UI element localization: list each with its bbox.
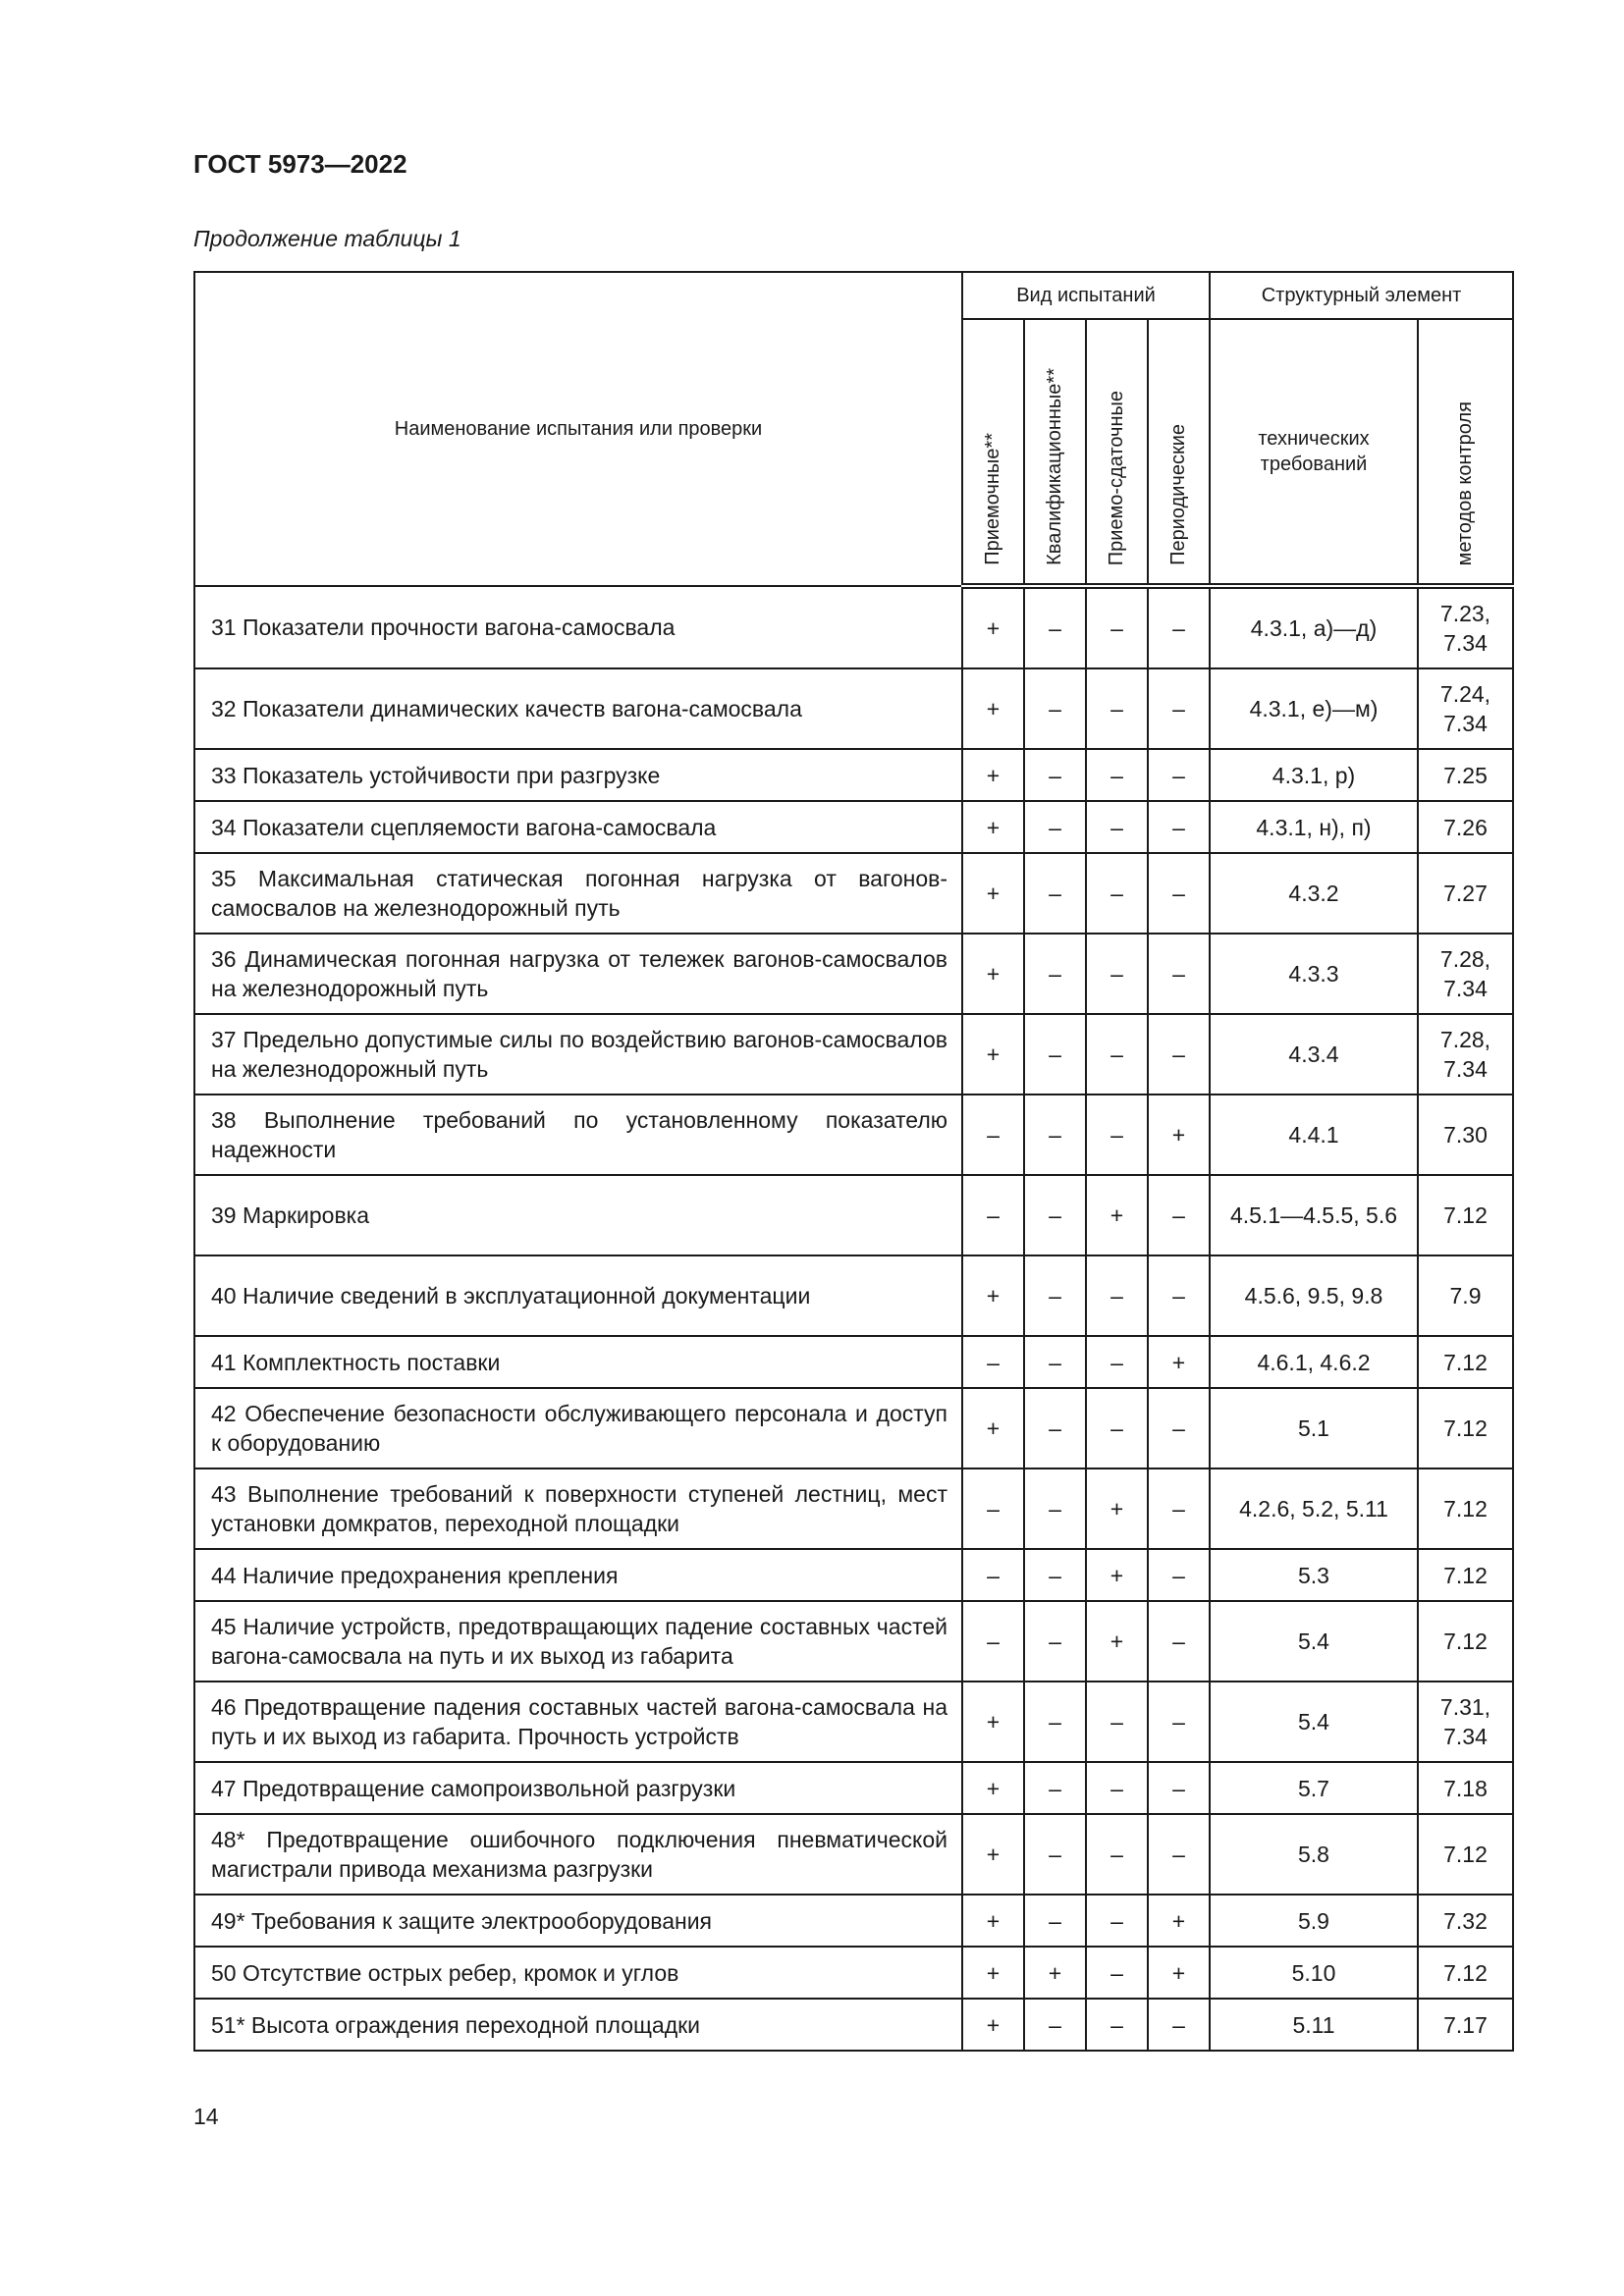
table-row (194, 934, 1513, 1014)
test-name-cell: 39 Маркировка (194, 1175, 962, 1255)
header-periodic-label: Периодические (1167, 424, 1189, 565)
control-methods-cell: 7.28, 7.34 (1418, 1014, 1513, 1095)
table-row (194, 801, 1513, 853)
control-methods-cell: 7.12 (1418, 1549, 1513, 1601)
test-name-cell: 40 Наличие сведений в эксплуатационной документации (194, 1255, 962, 1336)
document-code: ГОСТ 5973—2022 (193, 149, 407, 179)
tech-requirements-cell: 4.5.1—4.5.5, 5.6 (1210, 1175, 1418, 1255)
tech-requirements-cell: 5.10 (1210, 1947, 1418, 1999)
tech-requirements-cell: 4.3.1, а)—д) (1210, 586, 1418, 668)
qualification-mark: – (1024, 1468, 1086, 1549)
table-row (194, 1549, 1513, 1601)
control-methods-cell: 7.17 (1418, 1999, 1513, 2051)
header-control-methods (1418, 319, 1513, 586)
test-name-cell: 44 Наличие предохранения крепления (194, 1549, 962, 1601)
qualification-mark: – (1024, 853, 1086, 934)
delivery-mark: – (1086, 801, 1148, 853)
acceptance-mark: + (962, 668, 1024, 749)
header-periodic (1148, 319, 1210, 586)
delivery-mark: – (1086, 586, 1148, 668)
control-methods-cell: 7.27 (1418, 853, 1513, 934)
header-tech-line-1: технических (1258, 428, 1370, 450)
table-row (194, 749, 1513, 801)
qualification-mark: – (1024, 1336, 1086, 1388)
header-acceptance-label: Приемочные** (982, 433, 1003, 565)
delivery-mark: – (1086, 1388, 1148, 1468)
periodic-mark: – (1148, 586, 1210, 668)
test-name-cell: 46 Предотвращение падения составных частей вагона-самосвала на путь и их выход из габарита. Прочность устройств (194, 1682, 962, 1762)
header-delivery (1086, 319, 1148, 586)
table-row (194, 1255, 1513, 1336)
table-row (194, 1095, 1513, 1175)
table-row (194, 1814, 1513, 1895)
periodic-mark: – (1148, 1814, 1210, 1895)
table-row (194, 1895, 1513, 1947)
tech-requirements-cell: 4.3.1, е)—м) (1210, 668, 1418, 749)
table-row (194, 1601, 1513, 1682)
acceptance-mark: + (962, 586, 1024, 668)
test-name-cell: 45 Наличие устройств, предотвращающих падение составных частей вагона-самосвала на путь и их выход из габарита (194, 1601, 962, 1682)
tech-requirements-cell: 4.3.1, р) (1210, 749, 1418, 801)
periodic-mark: – (1148, 1601, 1210, 1682)
delivery-mark: – (1086, 1895, 1148, 1947)
periodic-mark: – (1148, 1175, 1210, 1255)
test-name-cell: 47 Предотвращение самопроизвольной разгрузки (194, 1762, 962, 1814)
control-methods-cell: 7.12 (1418, 1468, 1513, 1549)
periodic-mark: – (1148, 1014, 1210, 1095)
delivery-mark: – (1086, 1999, 1148, 2051)
test-name-cell: 42 Обеспечение безопасности обслуживающего персонала и доступ к оборудованию (194, 1388, 962, 1468)
header-delivery-label: Приемо-сдаточные (1106, 390, 1127, 565)
header-acceptance (962, 319, 1024, 586)
periodic-mark: – (1148, 1682, 1210, 1762)
acceptance-mark: + (962, 1895, 1024, 1947)
control-methods-cell: 7.30 (1418, 1095, 1513, 1175)
periodic-mark: – (1148, 1762, 1210, 1814)
table-caption: Продолжение таблицы 1 (193, 226, 461, 251)
table-row (194, 586, 1513, 668)
table-row (194, 1468, 1513, 1549)
qualification-mark: – (1024, 1762, 1086, 1814)
qualification-mark: – (1024, 1175, 1086, 1255)
qualification-mark: – (1024, 1095, 1086, 1175)
acceptance-mark: + (962, 749, 1024, 801)
control-methods-cell: 7.28, 7.34 (1418, 934, 1513, 1014)
delivery-mark: + (1086, 1601, 1148, 1682)
periodic-mark: + (1148, 1895, 1210, 1947)
tech-requirements-cell: 5.3 (1210, 1549, 1418, 1601)
table-body (194, 586, 1513, 2051)
table-row (194, 1762, 1513, 1814)
periodic-mark: + (1148, 1095, 1210, 1175)
qualification-mark: – (1024, 1549, 1086, 1601)
control-methods-cell: 7.23, 7.34 (1418, 586, 1513, 668)
tech-requirements-cell: 4.3.3 (1210, 934, 1418, 1014)
acceptance-mark: + (962, 1014, 1024, 1095)
test-name-cell: 32 Показатели динамических качеств вагона-самосвала (194, 668, 962, 749)
qualification-mark: – (1024, 668, 1086, 749)
control-methods-cell: 7.12 (1418, 1601, 1513, 1682)
tech-requirements-cell: 5.7 (1210, 1762, 1418, 1814)
test-name-cell: 31 Показатели прочности вагона-самосвала (194, 586, 962, 668)
test-name-cell: 41 Комплектность поставки (194, 1336, 962, 1388)
qualification-mark: – (1024, 1682, 1086, 1762)
table-row (194, 1336, 1513, 1388)
tech-requirements-cell: 4.2.6, 5.2, 5.11 (1210, 1468, 1418, 1549)
control-methods-cell: 7.31, 7.34 (1418, 1682, 1513, 1762)
header-structural-group: Структурный элемент (1210, 272, 1513, 319)
acceptance-mark: – (962, 1175, 1024, 1255)
tech-requirements-cell: 5.4 (1210, 1601, 1418, 1682)
test-name-cell: 50 Отсутствие острых ребер, кромок и углов (194, 1947, 962, 1999)
control-methods-cell: 7.12 (1418, 1175, 1513, 1255)
acceptance-mark: + (962, 1682, 1024, 1762)
page-number: 14 (193, 2104, 219, 2129)
periodic-mark: – (1148, 668, 1210, 749)
delivery-mark: – (1086, 1255, 1148, 1336)
delivery-mark: – (1086, 668, 1148, 749)
delivery-mark: – (1086, 934, 1148, 1014)
periodic-mark: – (1148, 749, 1210, 801)
table-row (194, 1682, 1513, 1762)
acceptance-mark: – (962, 1468, 1024, 1549)
test-name-cell: 37 Предельно допустимые силы по воздействию вагонов-самосвалов на железнодорожный путь (194, 1014, 962, 1095)
delivery-mark: – (1086, 1947, 1148, 1999)
delivery-mark: + (1086, 1549, 1148, 1601)
delivery-mark: – (1086, 1336, 1148, 1388)
acceptance-mark: – (962, 1336, 1024, 1388)
periodic-mark: – (1148, 1388, 1210, 1468)
acceptance-mark: – (962, 1549, 1024, 1601)
qualification-mark: – (1024, 801, 1086, 853)
acceptance-mark: + (962, 1947, 1024, 1999)
tech-requirements-cell: 4.6.1, 4.6.2 (1210, 1336, 1418, 1388)
tech-requirements-cell: 4.3.4 (1210, 1014, 1418, 1095)
acceptance-mark: – (962, 1095, 1024, 1175)
delivery-mark: – (1086, 1682, 1148, 1762)
header-qualification-label: Квалификационные** (1044, 368, 1065, 565)
test-name-cell: 51* Высота ограждения переходной площадки (194, 1999, 962, 2051)
header-control-methods-label: методов контроля (1454, 400, 1476, 565)
delivery-mark: – (1086, 749, 1148, 801)
acceptance-mark: + (962, 934, 1024, 1014)
qualification-mark: – (1024, 1601, 1086, 1682)
qualification-mark: – (1024, 1388, 1086, 1468)
table-row (194, 1388, 1513, 1468)
delivery-mark: + (1086, 1468, 1148, 1549)
acceptance-mark: + (962, 853, 1024, 934)
control-methods-cell: 7.9 (1418, 1255, 1513, 1336)
control-methods-cell: 7.18 (1418, 1762, 1513, 1814)
periodic-mark: + (1148, 1336, 1210, 1388)
periodic-mark: + (1148, 1947, 1210, 1999)
test-name-cell: 38 Выполнение требований по установленному показателю надежности (194, 1095, 962, 1175)
control-methods-cell: 7.12 (1418, 1814, 1513, 1895)
control-methods-cell: 7.24, 7.34 (1418, 668, 1513, 749)
tech-requirements-cell: 5.11 (1210, 1999, 1418, 2051)
qualification-mark: – (1024, 934, 1086, 1014)
table-row (194, 1999, 1513, 2051)
qualification-mark: – (1024, 1895, 1086, 1947)
control-methods-cell: 7.32 (1418, 1895, 1513, 1947)
test-name-cell: 36 Динамическая погонная нагрузка от тележек вагонов-самосвалов на железнодорожный путь (194, 934, 962, 1014)
qualification-mark: – (1024, 1255, 1086, 1336)
acceptance-mark: + (962, 801, 1024, 853)
tech-requirements-cell: 4.3.1, н), п) (1210, 801, 1418, 853)
delivery-mark: – (1086, 1762, 1148, 1814)
periodic-mark: – (1148, 1468, 1210, 1549)
delivery-mark: – (1086, 1095, 1148, 1175)
control-methods-cell: 7.12 (1418, 1947, 1513, 1999)
periodic-mark: – (1148, 1999, 1210, 2051)
test-name-cell: 35 Максимальная статическая погонная нагрузка от вагонов-самосвалов на железнодорожный путь (194, 853, 962, 934)
control-methods-cell: 7.12 (1418, 1336, 1513, 1388)
table-row (194, 668, 1513, 749)
header-tech-requirements (1210, 319, 1418, 586)
tech-requirements-cell: 4.4.1 (1210, 1095, 1418, 1175)
table-header (194, 272, 1513, 586)
table-row (194, 1947, 1513, 1999)
table-row (194, 1175, 1513, 1255)
acceptance-mark: + (962, 1388, 1024, 1468)
table-row (194, 1014, 1513, 1095)
test-name-cell: 34 Показатели сцепляемости вагона-самосвала (194, 801, 962, 853)
periodic-mark: – (1148, 1255, 1210, 1336)
qualification-mark: – (1024, 586, 1086, 668)
test-name-cell: 48* Предотвращение ошибочного подключения пневматической магистрали привода механизма разгрузки (194, 1814, 962, 1895)
periodic-mark: – (1148, 1549, 1210, 1601)
tech-requirements-cell: 5.1 (1210, 1388, 1418, 1468)
tech-requirements-cell: 5.4 (1210, 1682, 1418, 1762)
test-name-cell: 33 Показатель устойчивости при разгрузке (194, 749, 962, 801)
header-test-name: Наименование испытания или проверки (194, 272, 962, 586)
acceptance-mark: + (962, 1762, 1024, 1814)
delivery-mark: – (1086, 1014, 1148, 1095)
tech-requirements-cell: 5.9 (1210, 1895, 1418, 1947)
test-name-cell: 49* Требования к защите электрооборудования (194, 1895, 962, 1947)
periodic-mark: – (1148, 801, 1210, 853)
table-row (194, 853, 1513, 934)
control-methods-cell: 7.25 (1418, 749, 1513, 801)
header-test-type-group: Вид испытаний (962, 272, 1210, 319)
tech-requirements-cell: 4.5.6, 9.5, 9.8 (1210, 1255, 1418, 1336)
qualification-mark: – (1024, 1999, 1086, 2051)
qualification-mark: – (1024, 1014, 1086, 1095)
qualification-mark: – (1024, 1814, 1086, 1895)
control-methods-cell: 7.12 (1418, 1388, 1513, 1468)
periodic-mark: – (1148, 853, 1210, 934)
periodic-mark: – (1148, 934, 1210, 1014)
tech-requirements-cell: 4.3.2 (1210, 853, 1418, 934)
qualification-mark: – (1024, 749, 1086, 801)
acceptance-mark: – (962, 1601, 1024, 1682)
tech-requirements-cell: 5.8 (1210, 1814, 1418, 1895)
qualification-mark: + (1024, 1947, 1086, 1999)
test-name-cell: 43 Выполнение требований к поверхности ступеней лестниц, мест установки домкратов, переходной площадки (194, 1468, 962, 1549)
acceptance-mark: + (962, 1999, 1024, 2051)
delivery-mark: – (1086, 853, 1148, 934)
tests-table (193, 271, 1514, 2052)
delivery-mark: – (1086, 1814, 1148, 1895)
header-qualification (1024, 319, 1086, 586)
acceptance-mark: + (962, 1814, 1024, 1895)
delivery-mark: + (1086, 1175, 1148, 1255)
header-tech-line-2: требований (1260, 454, 1368, 475)
acceptance-mark: + (962, 1255, 1024, 1336)
control-methods-cell: 7.26 (1418, 801, 1513, 853)
